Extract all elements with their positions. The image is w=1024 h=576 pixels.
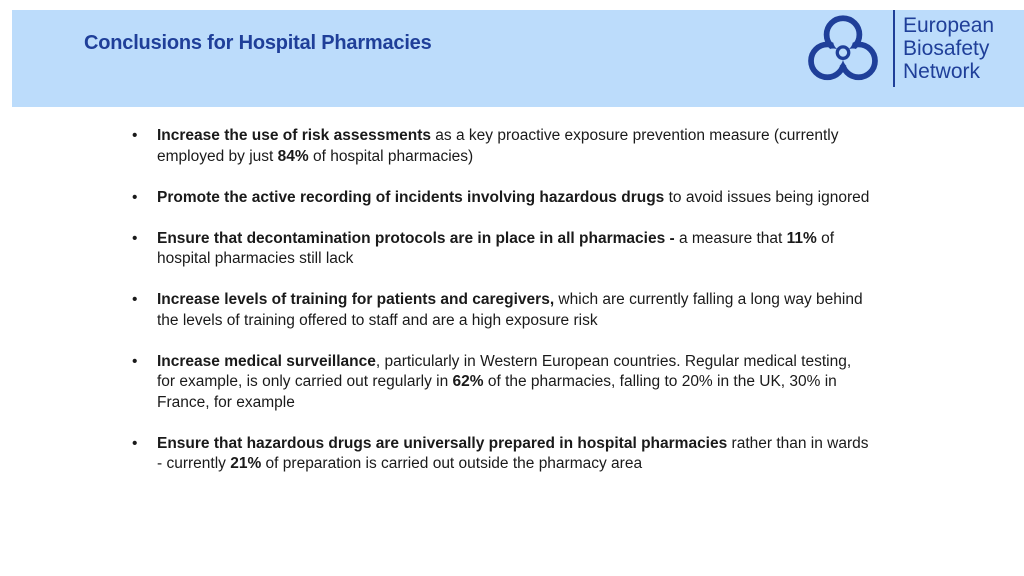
bullet-text-emphasis: Ensure that decontamination protocols are in place in all pharmacies - [157, 229, 675, 247]
bullet-marker: • [132, 127, 138, 144]
bullet-marker: • [132, 291, 138, 308]
bullet-marker: • [132, 188, 138, 206]
logo-line-2: Biosafety [903, 37, 990, 60]
logo-divider [893, 10, 895, 87]
logo-line-3: Network [903, 60, 981, 83]
bullet-text-emphasis: 11% [786, 229, 817, 247]
bullet-text-emphasis: Increase the use of risk assessments [157, 127, 431, 144]
bullet-marker: • [132, 229, 138, 247]
logo-line-1: European [903, 14, 995, 37]
bullet-text-emphasis: 62% [452, 373, 484, 390]
bullet-text: a measure that [674, 229, 787, 247]
bullet-text: of hospital pharmacies) [308, 147, 474, 165]
bullet-text: which are currently falling a long way behind the levels of training offered to staff and are a high exposure risk [157, 291, 863, 329]
bullet-item [132, 290, 872, 331]
conclusions-list [132, 126, 872, 495]
bullet-text-emphasis: Increase levels of training for patients and caregivers, [157, 291, 555, 308]
bullet-text-emphasis: Ensure that hazardous drugs are universally prepared in hospital pharmacies [157, 434, 728, 452]
bullet-item [132, 434, 872, 475]
bullet-item [132, 352, 872, 414]
organization-logo-text [903, 14, 994, 83]
bullet-item [132, 126, 872, 167]
bullet-item [132, 188, 872, 209]
bullet-text: to avoid issues being ignored [664, 188, 870, 206]
biohazard-icon [802, 10, 884, 92]
bullet-text-emphasis: 84% [277, 147, 309, 165]
page-title: Conclusions for Hospital Pharmacies [84, 32, 432, 54]
bullet-text-emphasis: 21% [230, 455, 262, 472]
bullet-text: of the pharmacies, falling to 20% in the UK, 30% in France, for example [157, 373, 837, 411]
bullet-text: of hospital pharmacies still lack [157, 229, 835, 267]
bullet-text: rather than in wards - currently [157, 434, 869, 472]
bullet-item [132, 229, 872, 270]
bullet-text: of preparation is carried out outside the pharmacy area [261, 455, 643, 472]
bullet-marker: • [132, 352, 138, 370]
bullet-text-emphasis: Promote the active recording of incidents involving hazardous drugs [157, 188, 665, 206]
header-banner [12, 10, 1024, 107]
bullet-text-emphasis: Increase medical surveillance [157, 352, 376, 370]
bullet-text: as a key proactive exposure prevention measure (currently employed by just [157, 127, 839, 165]
bullet-text: , particularly in Western European countries. Regular medical testing, for example, is only carried out regularly in [157, 352, 852, 390]
bullet-marker: • [132, 434, 138, 452]
